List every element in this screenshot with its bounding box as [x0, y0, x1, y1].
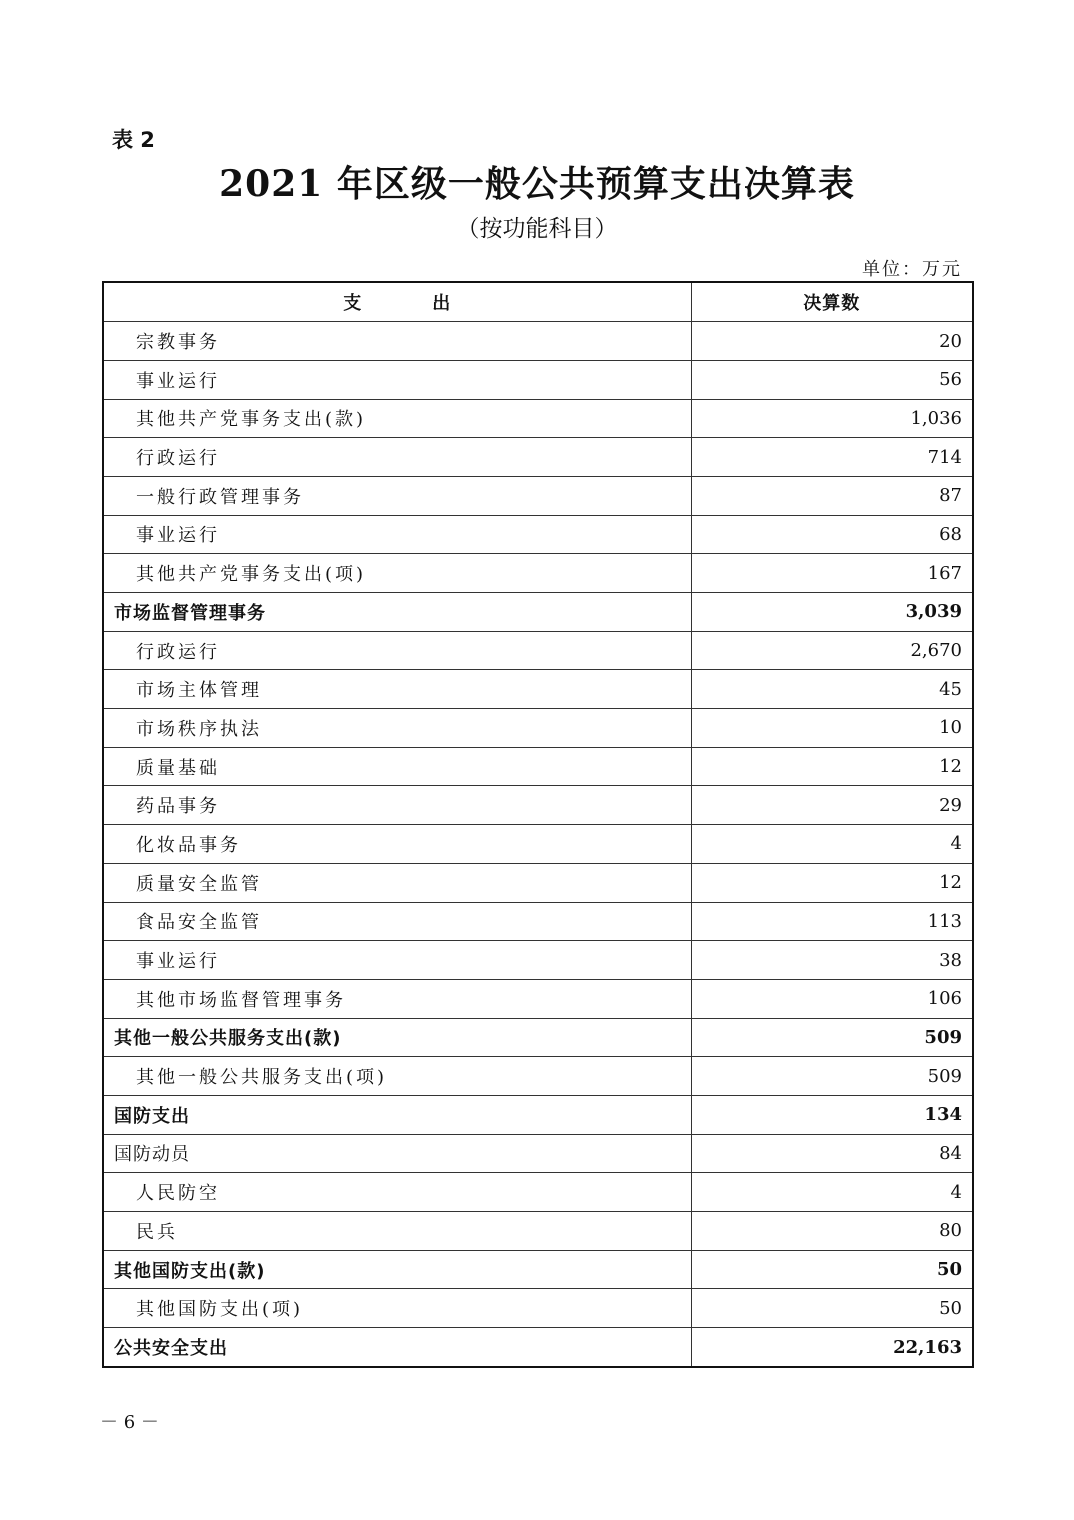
row-label: 其他国防支出(款): [104, 1250, 691, 1289]
row-label: 食品安全监管: [104, 902, 691, 941]
table-label: 表 2: [112, 128, 155, 152]
row-label: 其他市场监督管理事务: [104, 979, 691, 1018]
row-value: 29: [691, 786, 972, 825]
table-row: [104, 1250, 972, 1289]
page-subtitle: （按功能科目）: [456, 216, 618, 242]
row-value: 12: [691, 747, 972, 786]
row-label: 化妆品事务: [104, 825, 691, 864]
row-value: 68: [691, 515, 972, 554]
row-value: 84: [691, 1134, 972, 1173]
row-value: 20: [691, 322, 972, 361]
row-value: 80: [691, 1212, 972, 1251]
row-label: 事业运行: [104, 360, 691, 399]
row-value: 45: [691, 670, 972, 709]
table-row: [104, 1328, 972, 1367]
row-label: 国防动员: [104, 1134, 691, 1173]
row-label: 其他一般公共服务支出(款): [104, 1018, 691, 1057]
row-label: 市场主体管理: [104, 670, 691, 709]
table-row: [104, 515, 972, 554]
table-row: [104, 438, 972, 477]
row-label: 质量基础: [104, 747, 691, 786]
row-value: 714: [691, 438, 972, 477]
row-label: 其他共产党事务支出(款): [104, 399, 691, 438]
table-row: [104, 631, 972, 670]
table-row: [104, 1289, 972, 1328]
row-value: 10: [691, 709, 972, 748]
row-value: 50: [691, 1250, 972, 1289]
table-row: [104, 941, 972, 980]
table-row: [104, 1134, 972, 1173]
row-label: 国防支出: [104, 1095, 691, 1134]
row-label: 行政运行: [104, 438, 691, 477]
table-row: [104, 709, 972, 748]
row-label: 行政运行: [104, 631, 691, 670]
table-row: [104, 322, 972, 361]
table-row: [104, 1173, 972, 1212]
row-value: 2,670: [691, 631, 972, 670]
page-number: － 6 －: [100, 1412, 159, 1433]
table-row: [104, 863, 972, 902]
unit-note: 单位：万元: [862, 259, 962, 280]
table-row: [104, 825, 972, 864]
budget-table: [102, 281, 974, 1368]
table-row: [104, 399, 972, 438]
row-label: 药品事务: [104, 786, 691, 825]
table-row: [104, 1057, 972, 1096]
table-row: [104, 786, 972, 825]
row-label: 民兵: [104, 1212, 691, 1251]
table-row: [104, 1018, 972, 1057]
row-label: 其他共产党事务支出(项): [104, 554, 691, 593]
row-value: 4: [691, 1173, 972, 1212]
row-label: 公共安全支出: [104, 1328, 691, 1367]
table-row: [104, 670, 972, 709]
row-label: 质量安全监管: [104, 863, 691, 902]
row-label: 宗教事务: [104, 322, 691, 361]
row-value: 113: [691, 902, 972, 941]
row-value: 1,036: [691, 399, 972, 438]
row-value: 509: [691, 1057, 972, 1096]
column-header-char-1: 支: [343, 293, 363, 315]
row-value: 50: [691, 1289, 972, 1328]
table-row: [104, 360, 972, 399]
row-value: 38: [691, 941, 972, 980]
table-row: [104, 747, 972, 786]
row-label: 其他一般公共服务支出(项): [104, 1057, 691, 1096]
column-header-expenditure: [104, 283, 691, 322]
column-header-char-2: 出: [432, 293, 452, 315]
column-header-final-amount: 决算数: [691, 283, 972, 322]
table-row: [104, 1095, 972, 1134]
row-value: 56: [691, 360, 972, 399]
row-label: 事业运行: [104, 941, 691, 980]
row-label: 事业运行: [104, 515, 691, 554]
row-value: 4: [691, 825, 972, 864]
table-row: [104, 902, 972, 941]
row-label: 市场监督管理事务: [104, 593, 691, 632]
row-label: 其他国防支出(项): [104, 1289, 691, 1328]
row-value: 509: [691, 1018, 972, 1057]
row-value: 22,163: [893, 1336, 962, 1358]
table-row: [104, 1212, 972, 1251]
row-label: 市场秩序执法: [104, 709, 691, 748]
row-label: 人民防空: [104, 1173, 691, 1212]
table-row: [104, 979, 972, 1018]
page-title: 2021 年区级一般公共预算支出决算表: [219, 163, 855, 205]
row-value: 134: [691, 1095, 972, 1134]
row-value: 167: [691, 554, 972, 593]
row-label: 一般行政管理事务: [104, 476, 691, 515]
table-row: [104, 476, 972, 515]
row-value: 12: [691, 863, 972, 902]
table-row: [104, 593, 972, 632]
table-header-row: [104, 283, 972, 322]
table-row: [104, 554, 972, 593]
table-body: [104, 322, 972, 1367]
row-value: 106: [691, 979, 972, 1018]
row-value: 87: [691, 476, 972, 515]
row-value: 3,039: [691, 593, 972, 632]
